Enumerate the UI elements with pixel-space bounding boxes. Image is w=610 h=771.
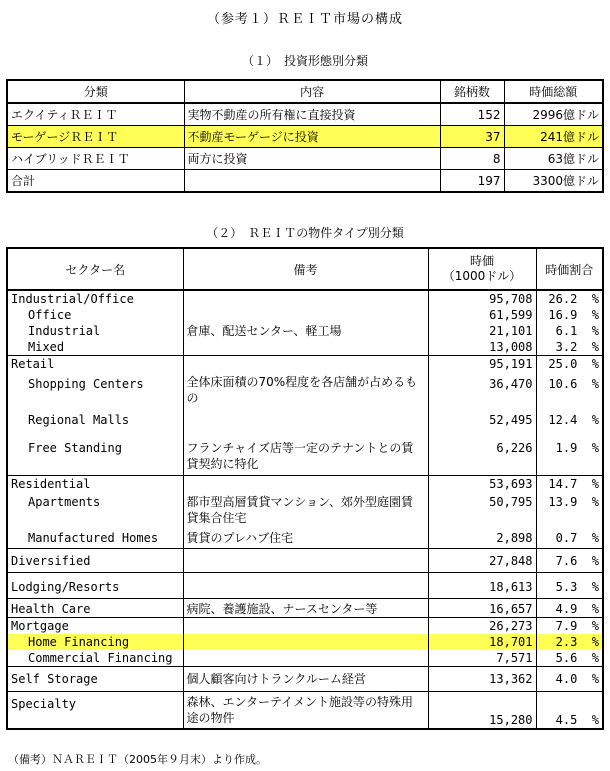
sector-note: 倉庫、配送センター、軽工場 — [183, 323, 428, 339]
sector-name: Regional Malls — [7, 406, 183, 434]
row-content: 両方に投資 — [184, 148, 440, 170]
col-header-pct: 時価割合 — [536, 248, 603, 290]
col-header-value-line2: （1000ドル） — [442, 269, 522, 283]
col-header-category: 分類 — [7, 80, 184, 103]
table2-subtitle: （２） ＲＥＩＴの物件タイプ別分類 — [206, 226, 404, 240]
sector-name: Lodging/Resorts — [7, 573, 183, 599]
table-row-highlighted — [7, 126, 603, 148]
table-row — [7, 650, 603, 667]
sector-value: 6,226 — [428, 434, 536, 476]
sector-pct: 4.9 % — [536, 599, 603, 618]
sector-pct: 4.5 % — [536, 692, 603, 730]
sector-value: 13,008 — [428, 339, 536, 356]
sector-note — [183, 634, 428, 650]
sector-pct: 1.9 % — [536, 434, 603, 476]
sector-pct: 4.0 % — [536, 667, 603, 692]
sector-value: 2,898 — [428, 530, 536, 549]
property-type-table — [6, 247, 604, 730]
table-row — [7, 290, 603, 307]
sector-note — [183, 573, 428, 599]
sector-pct: 16.9 % — [536, 307, 603, 323]
sector-pct: 13.9 % — [536, 492, 603, 530]
row-count: 197 — [440, 170, 504, 193]
table-row — [7, 356, 603, 373]
col-header-count: 銘柄数 — [440, 80, 504, 103]
table-row — [7, 692, 603, 730]
sector-name: Shopping Centers — [7, 372, 183, 406]
sector-name: Apartments — [7, 492, 183, 530]
table-row — [7, 476, 603, 493]
sector-value: 21,101 — [428, 323, 536, 339]
sector-name: Office — [7, 307, 183, 323]
sector-note: 森林、エンターテイメント施設等の特殊用途の物件 — [183, 692, 428, 730]
row-cap: 63億ドル — [504, 148, 603, 170]
table-row — [7, 307, 603, 323]
sector-value: 18,613 — [428, 573, 536, 599]
sector-note — [183, 549, 428, 573]
sector-value: 7,571 — [428, 650, 536, 667]
sector-name: Residential — [7, 476, 183, 493]
row-category: 合計 — [7, 170, 184, 193]
sector-pct: 7.6 % — [536, 549, 603, 573]
sector-name: Mixed — [7, 339, 183, 356]
table-row — [7, 530, 603, 549]
sector-pct: 6.1 % — [536, 323, 603, 339]
col-header-note: 備考 — [183, 248, 428, 290]
sector-value: 26,273 — [428, 618, 536, 635]
table-row — [7, 599, 603, 618]
sector-note: フランチャイズ店等一定のテナントとの賃貸契約に特化 — [183, 434, 428, 476]
sector-name: Free Standing — [7, 434, 183, 476]
sector-name: Industrial/Office — [7, 290, 183, 307]
sector-note: 個人顧客向けトランクルーム経営 — [183, 667, 428, 692]
col-header-value-line1: 時価 — [469, 254, 494, 268]
sector-note: 都市型高層賃貸マンション、郊外型庭園賃貸集合住宅 — [183, 492, 428, 530]
table-row — [7, 372, 603, 406]
sector-pct: 3.2 % — [536, 339, 603, 356]
sector-pct: 26.2 % — [536, 290, 603, 307]
sector-value: 95,708 — [428, 290, 536, 307]
sector-value: 18,701 — [428, 634, 536, 650]
row-cap: 241億ドル — [504, 126, 603, 148]
table-row — [7, 434, 603, 476]
sector-name: Retail — [7, 356, 183, 373]
sector-note: 病院、養護施設、ナースセンター等 — [183, 599, 428, 618]
sector-pct: 5.3 % — [536, 573, 603, 599]
sector-note — [183, 650, 428, 667]
col-header-value — [428, 248, 536, 290]
sector-value: 15,280 — [428, 692, 536, 730]
sector-value: 50,795 — [428, 492, 536, 530]
row-cap: 2996億ドル — [504, 103, 603, 126]
sector-note — [183, 618, 428, 635]
table-row — [7, 667, 603, 692]
sector-value: 36,470 — [428, 372, 536, 406]
row-category: ハイブリッドＲＥＩＴ — [7, 148, 184, 170]
sector-note — [183, 307, 428, 323]
table-row — [7, 323, 603, 339]
table-row — [7, 103, 603, 126]
row-count: 8 — [440, 148, 504, 170]
row-category: モーゲージＲＥＩＴ — [7, 126, 184, 148]
sector-name: Manufactured Homes — [7, 530, 183, 549]
sector-note — [183, 356, 428, 373]
sector-pct: 2.3 % — [536, 634, 603, 650]
table1-subtitle: （１） 投資形態別分類 — [241, 54, 368, 68]
sector-name: Self Storage — [7, 667, 183, 692]
sector-name: Specialty — [7, 692, 183, 730]
sector-note: 全体床面積の70%程度を各店舗が占めるもの — [183, 372, 428, 406]
table-header-row — [7, 80, 603, 103]
investment-type-table — [6, 79, 604, 193]
table-row — [7, 618, 603, 635]
row-content: 実物不動産の所有権に直接投資 — [184, 103, 440, 126]
row-cap: 3300億ドル — [504, 170, 603, 193]
sector-value: 61,599 — [428, 307, 536, 323]
row-category: エクイティＲＥＩＴ — [7, 103, 184, 126]
sector-value: 52,495 — [428, 406, 536, 434]
sector-name: Home Financing — [7, 634, 183, 650]
sector-pct: 14.7 % — [536, 476, 603, 493]
sector-pct: 5.6 % — [536, 650, 603, 667]
footnote: （備考）ＮＡＲＥＩＴ（2005年９月末）より作成。 — [8, 753, 267, 766]
sector-value: 27,848 — [428, 549, 536, 573]
sector-name: Health Care — [7, 599, 183, 618]
sector-value: 16,657 — [428, 599, 536, 618]
sector-pct: 7.9 % — [536, 618, 603, 635]
table-row-highlighted — [7, 634, 603, 650]
sector-note — [183, 339, 428, 356]
sector-pct: 10.6 % — [536, 372, 603, 406]
col-header-sector: セクター名 — [7, 248, 183, 290]
table-row — [7, 406, 603, 434]
sector-pct: 0.7 % — [536, 530, 603, 549]
sector-note — [183, 406, 428, 434]
row-content — [184, 170, 440, 193]
row-count: 37 — [440, 126, 504, 148]
sector-name: Industrial — [7, 323, 183, 339]
sector-pct: 12.4 % — [536, 406, 603, 434]
col-header-cap: 時価総額 — [504, 80, 603, 103]
row-content: 不動産モーゲージに投資 — [184, 126, 440, 148]
sector-name: Diversified — [7, 549, 183, 573]
table-row — [7, 148, 603, 170]
page-title: （参考１）ＲＥＩＴ市場の構成 — [206, 12, 403, 27]
col-header-content: 内容 — [184, 80, 440, 103]
sector-note — [183, 476, 428, 493]
table-row-total — [7, 170, 603, 193]
sector-note: 賃貸のプレハブ住宅 — [183, 530, 428, 549]
table-row — [7, 492, 603, 530]
table-header-row — [7, 248, 603, 290]
sector-name: Mortgage — [7, 618, 183, 635]
sector-value: 95,191 — [428, 356, 536, 373]
sector-value: 53,693 — [428, 476, 536, 493]
sector-value: 13,362 — [428, 667, 536, 692]
table-row — [7, 573, 603, 599]
sector-note — [183, 290, 428, 307]
table-row — [7, 549, 603, 573]
sector-pct: 25.0 % — [536, 356, 603, 373]
sector-name: Commercial Financing — [7, 650, 183, 667]
table-row — [7, 339, 603, 356]
row-count: 152 — [440, 103, 504, 126]
